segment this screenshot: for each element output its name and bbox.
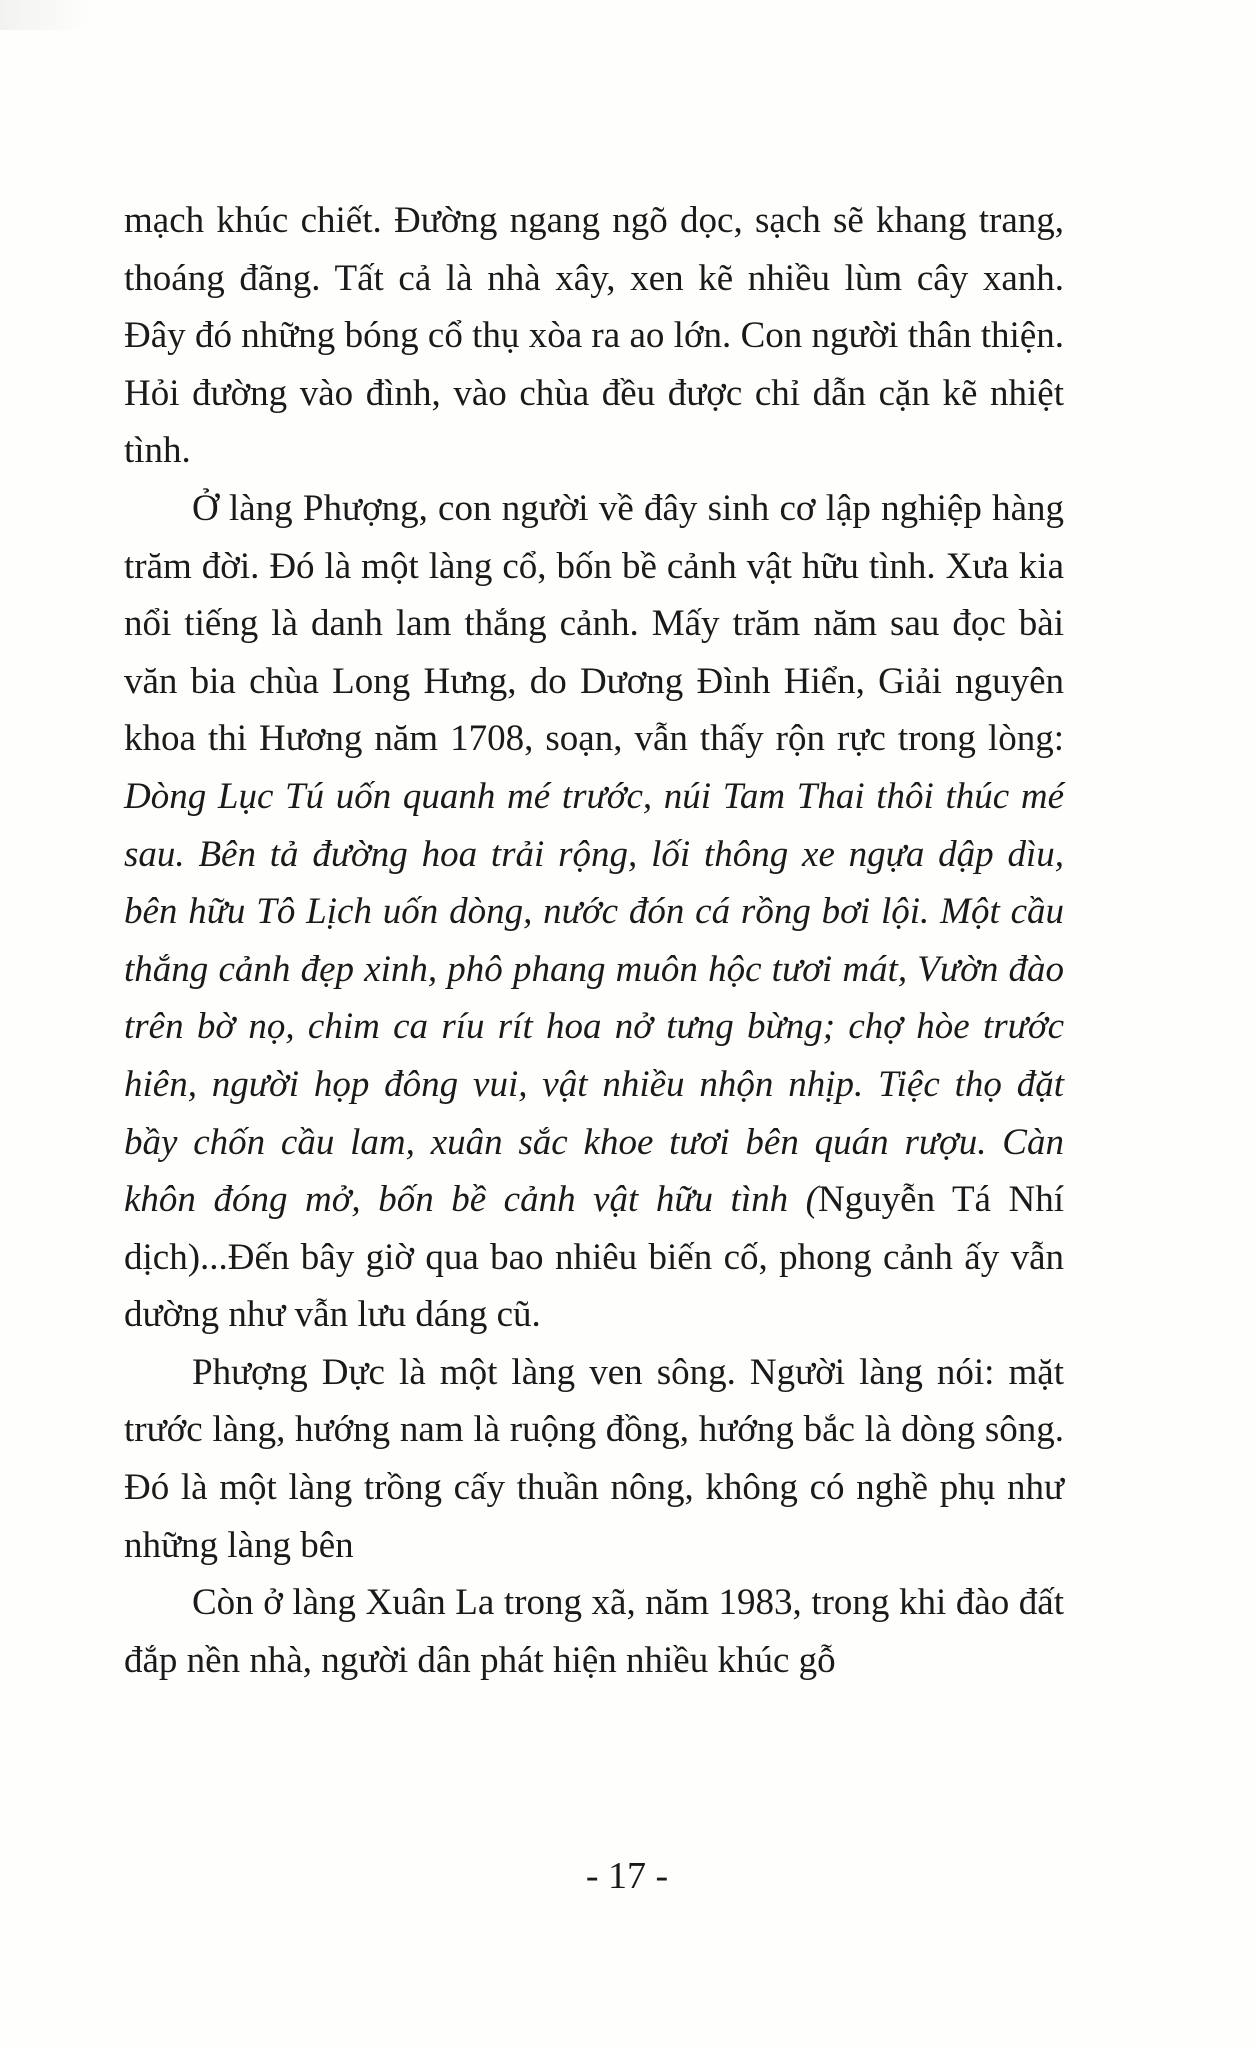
paragraph-3: Phượng Dực là một làng ven sông. Người làng nói: mặt trước làng, hướng nam là ruộng đồng, hướng bắc là dòng sông. Đó là một làng trồng cấy thuần nông, không có nghề phụ như những làng bên xyxy=(124,1351,1064,1566)
paragraph-2-intro: Ở làng Phượng, con người về đây sinh cơ lập nghiệp hàng trăm đời. Đó là một làng cổ, bốn bề cảnh vật hữu tình. Xưa kia nổi tiếng là danh lam thắng cảnh. Mấy trăm năm sau đọc bài văn bia chùa Long Hưng, do Dương Đình Hiển, Giải nguyên khoa thi Hương năm 1708, soạn, vẫn thấy rộn rực trong lòng: xyxy=(124,487,1064,760)
paragraph-2 xyxy=(124,480,1064,1344)
page-number: - 17 - xyxy=(585,1855,669,1897)
paragraph-2-outro: Nguyễn Tá Nhí dịch)...Đến bây giờ qua bao nhiêu biến cố, phong cảnh ấy vẫn dường như vẫn lưu dáng cũ. xyxy=(124,1179,1064,1336)
paragraph-1: mạch khúc chiết. Đường ngang ngõ dọc, sạch sẽ khang trang, thoáng đãng. Tất cả là nhà xây, xen kẽ nhiều lùm cây xanh. Đây đó những bóng cổ thụ xòa ra ao lớn. Con người thân thiện. Hỏi đường vào đình, vào chùa đều được chỉ dẫn cặn kẽ nhiệt tình. xyxy=(124,200,1064,472)
stele-quote-italic: Dòng Lục Tú uốn quanh mé trước, núi Tam Thai thôi thúc mé sau. Bên tả đường hoa trải rộng, lối thông xe ngựa dập dìu, bên hữu Tô Lịch uốn dòng, nước đón cá rồng bơi lội. Một cầu thắng cảnh đẹp xinh, phô phang muôn hộc tươi mát, Vườn đào trên bờ nọ, chim ca ríu rít hoa nở tưng bừng; chợ hòe trước hiên, người họp đông vui, vật nhiều nhộn nhịp. Tiệc thọ đặt bầy chốn cầu lam, xuân sắc khoe tươi bên quán rượu. Càn khôn đóng mở, bốn bề cảnh vật hữu tình ( xyxy=(124,775,1064,1221)
scan-smudge xyxy=(0,0,90,30)
paragraph-4: Còn ở làng Xuân La trong xã, năm 1983, trong khi đào đất đắp nền nhà, người dân phát hiện nhiều khúc gỗ xyxy=(124,1582,1064,1681)
body-text xyxy=(124,192,1064,1689)
